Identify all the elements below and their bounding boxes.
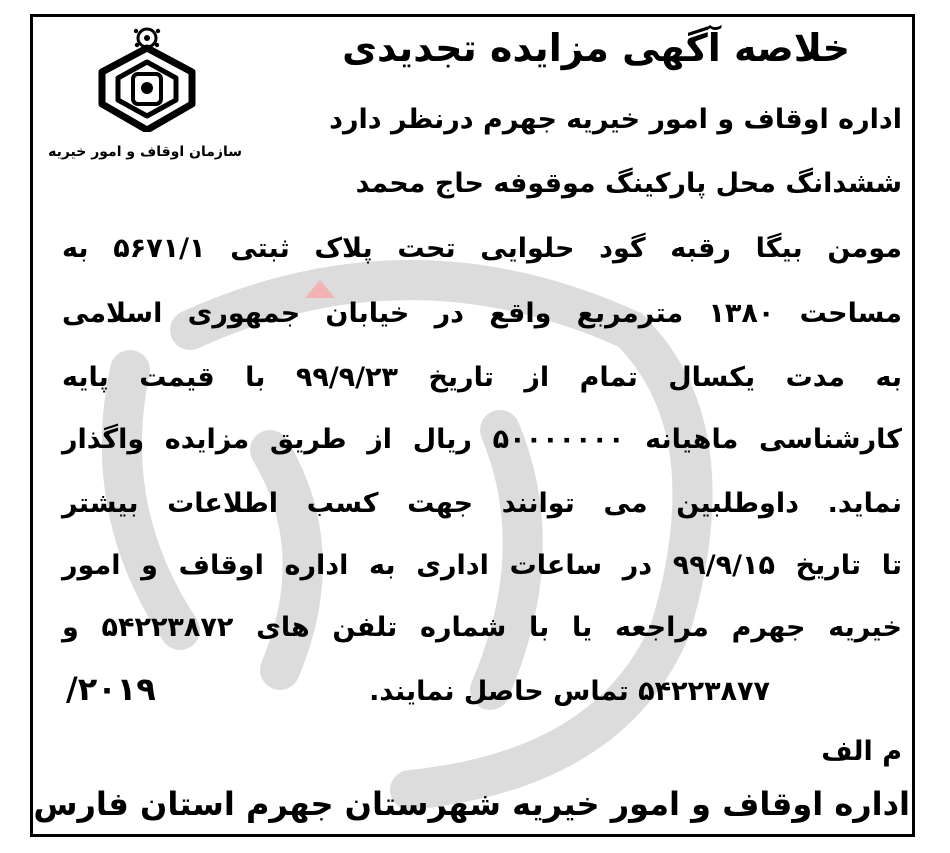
notice-line-4: مساحت ۱۳۸۰ مترمربع واقع در خیابان جمهوری اسلامی [62, 298, 902, 329]
notice-line-3: مومن بیگا رقبه گود حلوایی تحت پلاک ثبتی ۵۶۷۱/۱ به [62, 233, 902, 264]
endowment-emblem-icon [94, 26, 200, 132]
signature-initials: م الف [821, 736, 902, 767]
notice-line-9: خیریه جهرم مراجعه یا با شماره تلفن های ۵۴۲۲۳۸۷۲ و [62, 612, 902, 643]
notice-line-7: نماید. داوطلبین می توانند جهت کسب اطلاعات بیشتر [62, 488, 902, 519]
notice-title: خلاصه آگهی مزایده تجدیدی [342, 26, 850, 70]
notice-line-2: ششدانگ محل پارکینگ موقوفه حاج محمد [355, 168, 902, 199]
notice-line-8: تا تاریخ ۹۹/۹/۱۵ در ساعات اداری به اداره اوقاف و امور [62, 550, 902, 581]
notice-line-1: اداره اوقاف و امور خیریه جهرم درنظر دارد [329, 104, 902, 135]
notice-line-5: به مدت یکسال تمام از تاریخ ۹۹/۹/۲۳ با قیمت پایه [62, 362, 902, 393]
notice-line-6: کارشناسی ماهیانه ۵۰۰۰۰۰۰۰ ریال از طریق مزایده واگذار [62, 424, 902, 455]
organization-logo [48, 26, 242, 176]
notice-line-10: ۵۴۲۲۳۸۷۷ تماس حاصل نمایند. [369, 676, 770, 707]
notice-code: /۲۰۱۹ [66, 670, 156, 708]
issuer-name: اداره اوقاف و امور خیریه شهرستان جهرم استان فارس [33, 785, 910, 823]
organization-logo-caption: سازمان اوقاف و امور خیریه [48, 144, 242, 160]
